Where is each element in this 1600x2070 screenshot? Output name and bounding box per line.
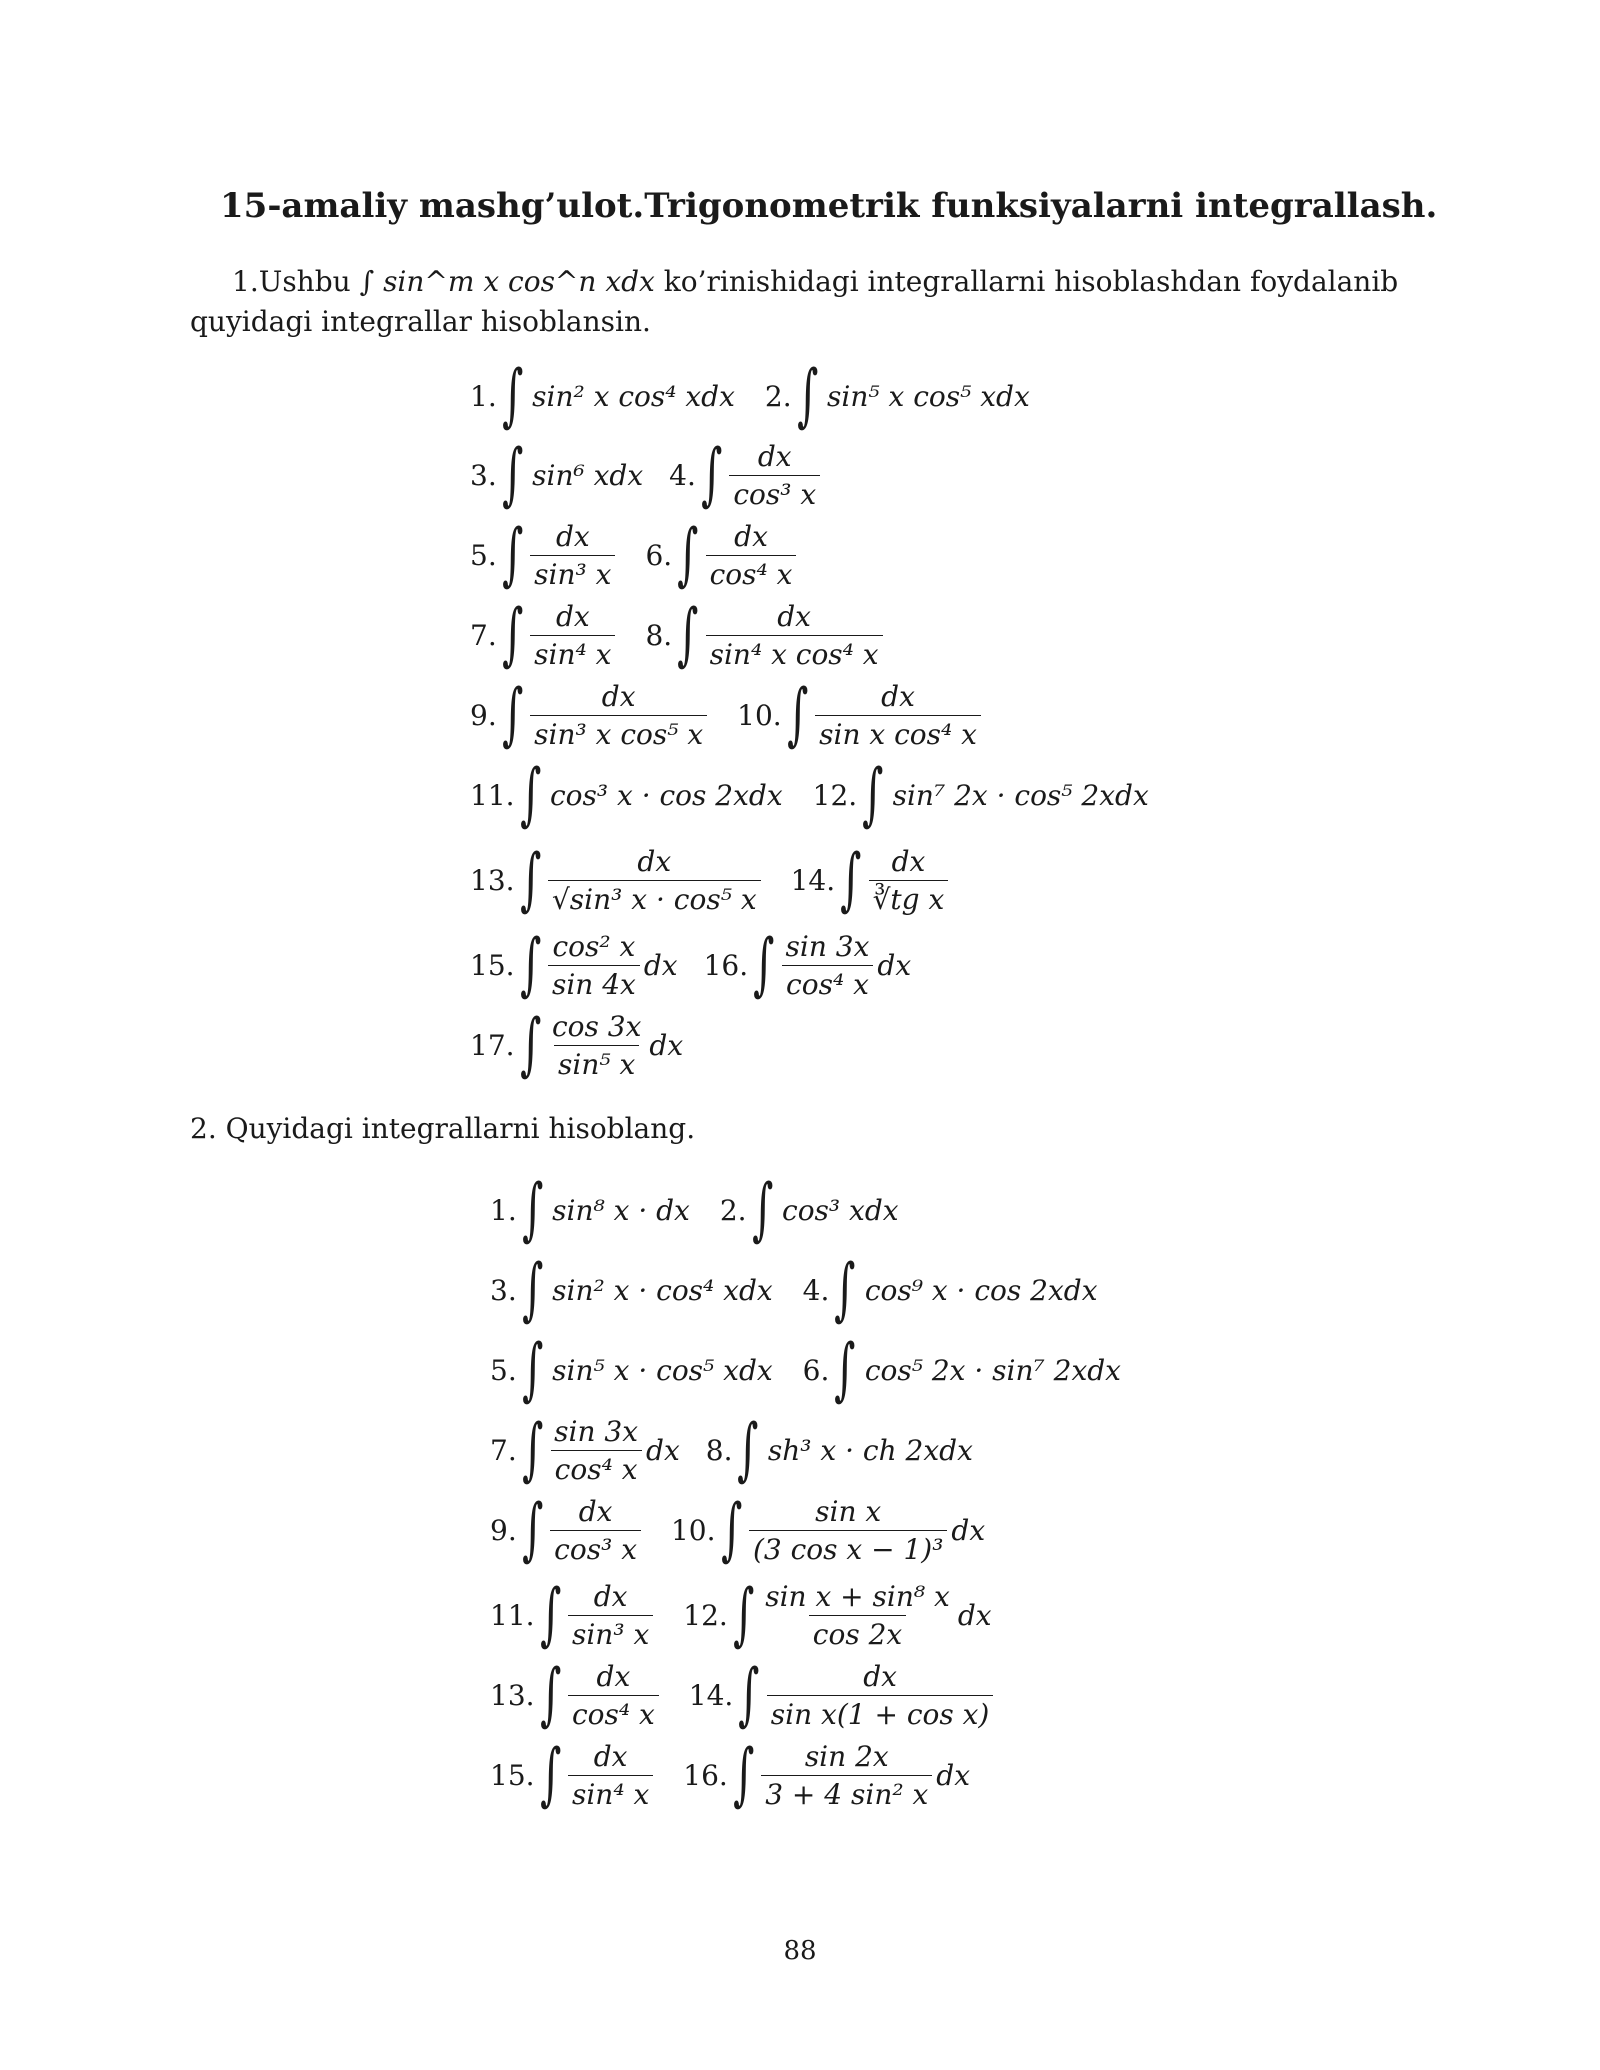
numerator: dx	[555, 519, 590, 553]
problem-number: 12.	[683, 1598, 728, 1632]
differential: dx	[936, 1758, 971, 1792]
integral-sign: ∫	[539, 1655, 561, 1734]
fraction	[548, 845, 761, 916]
s2-row-8	[490, 1735, 970, 1815]
denominator: sin³ x	[530, 555, 615, 591]
numerator: dx	[891, 844, 926, 878]
problem-number: 4.	[802, 1273, 830, 1307]
integrand: sin² x · cos⁴ xdx	[552, 1273, 773, 1307]
integral-sign: ∫	[521, 1170, 544, 1249]
denominator: cos⁴ x	[782, 965, 873, 1001]
integral-sign: ∫	[700, 435, 723, 514]
integral-sign: ∫	[501, 675, 524, 754]
intro-formula: ∫ sin^m x cos^n xdx	[359, 265, 655, 298]
integral-sign: ∫	[786, 675, 809, 754]
fraction	[782, 930, 874, 1001]
problem-number: 15.	[470, 948, 515, 982]
s2-row-4	[490, 1410, 973, 1490]
integral-sign: ∫	[751, 1170, 773, 1249]
denominator: sin x cos⁴ x	[815, 715, 981, 751]
fraction	[530, 600, 615, 671]
intro-paragraph	[190, 262, 1420, 342]
numerator: dx	[596, 1659, 631, 1693]
integral-sign: ∫	[521, 1250, 544, 1329]
numerator: dx	[593, 1579, 628, 1613]
integral-sign: ∫	[519, 755, 541, 834]
denominator: sin 4x	[548, 965, 640, 1001]
numerator: dx	[881, 679, 915, 713]
integral-sign: ∫	[501, 356, 524, 435]
problem-number: 16.	[703, 948, 749, 982]
fraction	[550, 1415, 642, 1486]
integrand: sin² x cos⁴ xdx	[532, 379, 735, 413]
denominator: cos⁴ x	[568, 1695, 659, 1731]
s2-row-5	[490, 1490, 985, 1570]
problem-number: 1.	[470, 379, 497, 413]
section2-heading: 2. Quyidagi integrallarni hisoblang.	[190, 1112, 696, 1145]
integral-sign: ∫	[834, 1250, 856, 1329]
problem-number: 9.	[470, 698, 497, 732]
problem-number: 6.	[645, 538, 673, 572]
fraction	[706, 600, 883, 671]
numerator: dx	[863, 1659, 897, 1693]
numerator: sin 3x	[554, 1414, 639, 1448]
numerator: cos 3x	[551, 1009, 642, 1043]
integral-sign: ∫	[501, 595, 524, 674]
s2-row-6	[490, 1575, 992, 1655]
intro-after: ko’rinishidagi integrallarni hisoblashdan foydalanib quyidagi integrallar hisoblansin.	[190, 265, 1399, 338]
denominator: cos 2x	[809, 1615, 906, 1651]
problem-number: 14.	[790, 863, 836, 897]
integral-sign: ∫	[732, 1575, 755, 1654]
problem-number: 7.	[490, 1433, 517, 1467]
numerator: dx	[555, 599, 590, 633]
s2-row-2	[490, 1250, 1097, 1330]
integral-sign: ∫	[521, 1410, 544, 1489]
integral-sign: ∫	[840, 840, 862, 919]
problem-number: 4.	[669, 458, 696, 492]
s1-row-5	[470, 675, 985, 755]
problem-number: 2.	[764, 379, 792, 413]
integral-sign: ∫	[501, 515, 524, 594]
denominator: sin⁴ x cos⁴ x	[706, 635, 883, 671]
denominator: cos³ x	[729, 475, 820, 511]
numerator: dx	[593, 1739, 628, 1773]
differential: dx	[957, 1598, 992, 1632]
fraction	[761, 1740, 932, 1811]
problem-number: 16.	[683, 1758, 728, 1792]
s2-row-7	[490, 1655, 997, 1735]
integral-sign: ∫	[834, 1330, 856, 1409]
denominator: 3 + 4 sin² x	[761, 1775, 932, 1811]
s2-row-3	[490, 1330, 1121, 1410]
integral-sign: ∫	[732, 1735, 755, 1814]
problem-number: 13.	[470, 863, 515, 897]
problem-number: 7.	[470, 618, 497, 652]
problem-number: 17.	[470, 1028, 515, 1062]
problem-number: 15.	[490, 1758, 535, 1792]
problem-number: 8.	[705, 1433, 733, 1467]
s2-row-1	[490, 1170, 899, 1250]
numerator: sin 3x	[785, 929, 870, 963]
s1-row-8	[470, 925, 911, 1005]
fraction	[706, 520, 797, 591]
problem-number: 5.	[470, 538, 497, 572]
differential: dx	[951, 1513, 986, 1547]
fraction	[568, 1660, 659, 1731]
problem-number: 13.	[490, 1678, 535, 1712]
numerator: sin 2x	[804, 1739, 889, 1773]
integral-sign: ∫	[677, 595, 699, 674]
integral-sign: ∫	[753, 925, 775, 1004]
integrand: cos³ xdx	[782, 1193, 899, 1227]
page-number: 88	[783, 1936, 817, 1966]
integrand: cos⁹ x · cos 2xdx	[864, 1273, 1098, 1307]
problem-number: 9.	[490, 1513, 517, 1547]
fraction	[761, 1580, 954, 1651]
numerator: dx	[757, 439, 792, 473]
fraction	[530, 680, 707, 751]
differential: dx	[649, 1028, 684, 1062]
numerator: sin x	[815, 1494, 882, 1528]
problem-number: 10.	[670, 1513, 716, 1547]
integral-sign: ∫	[862, 755, 884, 834]
numerator: dx	[601, 679, 636, 713]
s1-row-4	[470, 595, 887, 675]
integrand: sin⁵ x cos⁵ xdx	[827, 379, 1030, 413]
s1-row-3	[470, 515, 800, 595]
differential: dx	[646, 1433, 680, 1467]
integrand: sin⁵ x · cos⁵ xdx	[552, 1353, 773, 1387]
integrand: cos³ x · cos 2xdx	[549, 778, 783, 812]
denominator: sin³ x cos⁵ x	[530, 715, 707, 751]
problem-number: 1.	[490, 1193, 517, 1227]
page-title: 15-amaliy mashg’ulot.Trigonometrik funksiyalarni integrallash.	[220, 186, 1438, 226]
fraction	[767, 1660, 994, 1731]
denominator: √sin³ x · cos⁵ x	[548, 880, 761, 916]
integral-sign: ∫	[539, 1575, 561, 1654]
fraction	[548, 930, 640, 1001]
denominator: cos⁴ x	[706, 555, 797, 591]
fraction	[869, 845, 949, 916]
integral-sign: ∫	[737, 1410, 759, 1489]
problem-number: 12.	[812, 778, 858, 812]
denominator: cos³ x	[550, 1530, 641, 1566]
numerator: dx	[734, 519, 768, 553]
fraction	[530, 520, 615, 591]
numerator: sin x + sin⁸ x	[765, 1579, 950, 1613]
problem-number: 8.	[645, 618, 673, 652]
problem-number: 3.	[470, 458, 497, 492]
problem-number: 14.	[688, 1678, 734, 1712]
problem-number: 10.	[737, 698, 782, 732]
differential: dx	[877, 948, 912, 982]
s1-row-9	[470, 1005, 683, 1085]
intro-before: 1.Ushbu	[232, 265, 351, 298]
integrand: cos⁵ 2x · sin⁷ 2xdx	[864, 1353, 1121, 1387]
denominator: cos⁴ x	[551, 1450, 642, 1486]
denominator: sin³ x	[568, 1615, 653, 1651]
fraction	[568, 1580, 653, 1651]
fraction	[729, 440, 820, 511]
s1-row-2	[470, 435, 824, 515]
fraction	[749, 1495, 947, 1566]
integrand: sin⁷ 2x · cos⁵ 2xdx	[892, 778, 1149, 812]
numerator: dx	[637, 844, 672, 878]
s1-row-1	[470, 356, 1030, 436]
s1-row-7	[470, 840, 952, 920]
fraction	[568, 1740, 653, 1811]
integral-sign: ∫	[519, 840, 541, 919]
problem-number: 11.	[490, 1598, 535, 1632]
integral-sign: ∫	[521, 1490, 544, 1569]
integral-sign: ∫	[519, 1005, 541, 1084]
integral-sign: ∫	[720, 1490, 742, 1569]
s1-row-6	[470, 755, 1149, 835]
integral-sign: ∫	[501, 435, 524, 514]
integral-sign: ∫	[519, 925, 541, 1004]
fraction	[815, 680, 981, 751]
fraction	[550, 1495, 641, 1566]
differential: dx	[643, 948, 678, 982]
numerator: cos² x	[552, 929, 636, 963]
problem-number: 5.	[490, 1353, 517, 1387]
numerator: dx	[777, 599, 811, 633]
integral-sign: ∫	[738, 1655, 760, 1734]
integrand: sh³ x · ch 2xdx	[767, 1433, 973, 1467]
denominator: sin⁴ x	[530, 635, 615, 671]
problem-number: 2.	[719, 1193, 747, 1227]
problem-number: 3.	[490, 1273, 517, 1307]
fraction	[548, 1010, 645, 1081]
problem-number: 6.	[802, 1353, 830, 1387]
denominator: sin⁵ x	[554, 1045, 639, 1081]
integrand: sin⁸ x · dx	[552, 1193, 690, 1227]
integral-sign: ∫	[677, 515, 699, 594]
integrand: sin⁶ xdx	[532, 458, 644, 492]
denominator: (3 cos x − 1)³	[749, 1530, 947, 1566]
denominator: sin x(1 + cos x)	[767, 1695, 994, 1731]
denominator: ∛tg x	[869, 880, 949, 916]
problem-number: 11.	[470, 778, 515, 812]
numerator: dx	[578, 1494, 613, 1528]
integral-sign: ∫	[539, 1735, 561, 1814]
integral-sign: ∫	[521, 1330, 544, 1409]
integral-sign: ∫	[796, 356, 818, 435]
denominator: sin⁴ x	[568, 1775, 653, 1811]
